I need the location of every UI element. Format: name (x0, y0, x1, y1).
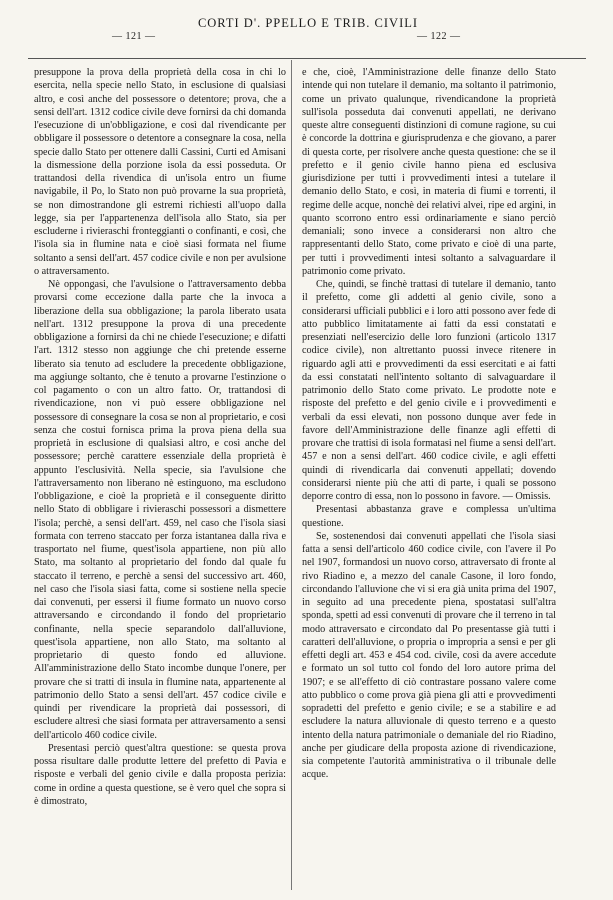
running-header (28, 10, 588, 50)
page-number-right: — 122 — (417, 31, 461, 42)
left-column (34, 66, 286, 808)
right-paragraph-4: Se, sostenendosi dai convenuti appellati che l'isola siasi fatta a sensi dell'articolo 460 codice civile, con l'avere il Po nel 1907, formandosi un nuovo corso, attraversato di fronte al rivo Riadino e, a mezzo del canale Casone, il loro fondo, circondando l'alluvione che vi si era già unita prima del 1907, in seguito ad una precedente piena, spostatasi sull'altra sponda, spetti ad essi convenuti di provare che il terreno in tal modo attraversato e circondato dal Po presentasse già tutti i caratteri dell'alluvione, o propria o impropria a sensi e per gli effetti degli art. 453 e 454 cod. civile, così da avere accedute e formato un sol tutto col fondo del loro autore prima del 1907; e se all'effetto di ciò contrastare possano valere come atto pubblico o come prova già piena gli atti e provvedimenti sopradetti del prefetto e genio civile; e se a stabilire e ad escludere la natura alluvionale di questo terreno e a questo intento della natura patrimoniale o demaniale del rio Riadino, anche per giudicare della proposta azione di rivendicazione, sia competente l'autorità amministrativa o il tribunale delle acque. (302, 530, 556, 781)
right-column (302, 66, 556, 782)
column-divider (291, 60, 292, 890)
left-paragraph-1: presuppone la prova della proprietà della cosa in chi lo esercita, nella specie nello Stato, in esclusione di qualsiasi altro, e così anche del possessore o detentore; prova, che a sensi dell'art. 1312 codice civile deve fornirsi da chi domanda l'esecuzione di un'obbligazione, e così dal rivendicante per obbligare il possessore o detentore a consegnare la cosa, nella specie dallo Stato per ottenere dalli Cassini, Curti ed Amisani la dismessione della porzione isola da essi posseduta. Or trattandosi della rivendica di un'isola entro un fiume navigabile, il Po, lo Stato non può provarne la sua proprietà, se non dimostrandone gli estremi richiesti all'uopo dalla legge, sia per l'appartenenza dell'isola allo Stato, sia per escluderne i rivieraschi fronteggianti o confinanti, e così, che l'isola sia in flumine nata e cioè siasi formata nel fiume soltanto a sensi dell'art. 457 codice civile e non per avulsione o attraversamento. (34, 67, 286, 277)
right-paragraph-2: Che, quindi, se finchè trattasi di tutelare il demanio, tanto il prefetto, come gli addetti al genio civile, sono a considerarsi ufficiali pubblici e i loro atti possono aver fede di atto pubblico limitatamente ai fatti da essi constatati e presenziati nell'esercizio delle loro funzioni (articolo 1317 codice civile), non altrettanto puossi invece ritenere in riguardo agli atti e provvedimenti da essi esercitati e ai fatti da essi constatati nell'intento soltanto di salvaguardare il patrimonio dello Stato come privato. Le prodotte note e risposte del prefetto e del genio civile e i provvedimenti e verbali da essi elevati, non possono dunque aver fede in favore dell'Amministrazione delle finanze agli effetti di provare che trattisi di isola formatasi nel fiume a sensi dell'art. 457 e non a sensi dell'art. 460 codice civile, e agli effetti quindi di rivendicarla dai convenuti appellati; dovendo considerarsi niente più che atti di parte, i quali se possono deporre contro di essa, non lo possono in favore. — Omissis. (302, 279, 556, 502)
page-number-left: — 121 — (112, 31, 156, 42)
left-paragraph-3: Presentasi perciò quest'altra questione: se questa prova possa risultare dalle produtte lettere del prefetto di Pavia e risposte e verbali del genio civile e dalla proposta perizia: come in ordine a questa questione, se è vero quel che sopra si è dimostrato, (34, 742, 286, 807)
left-paragraph-2: Nè oppongasi, che l'avulsione o l'attraversamento debba provarsi come eccezione dalla parte che la invoca a liberazione della sua obbligazione; la parola liberato usata nell'art. 1312 presuppone la prova di una precedente obbligazione a fornirsi da chi ne chiede l'esecuzione; e difatti l'art. 1312 stesso non aggiunge che chi pretende esserne liberato sia tenuto ad escludere la precedente obbligazione, ma aggiunge soltanto, che è tenuto a provarne l'estinzione o col pagamento o con un altro fatto. Or, trattandosi di rivendicazione, non vi può essere obbligazione nel possessore di consegnare la cosa se non al proprietario, e così senza che costui fornisca prima la prova piena della sua proprietà in esclusione di qualsiasi altro, e così anche del possessore; perchè carattere essenziale della proprietà è appunto l'esclusività. Nella specie, sia l'avulsione che l'attraversamento non liberano nè estinguono, ma escludono l'obbligazione, e cioè la proprietà e il conseguente diritto nello Stato di obbligare i rivieraschi possessori a dismettere l'isola; perchè, a sensi dell'art. 459, nel caso che l'isola siasi formata con terreno staccato per forza istantanea dalla riva e trasportato nel fiume, quest'isola appartiene, non più allo Stato, ma soltanto al proprietario del fondo dal quale fu staccato il terreno, e perchè a sensi del successivo art. 460, nel caso che l'isola siasi fatta, come si sostiene nella specie dai convenuti, per essersi il fiume formato un nuovo corso attraversando e circondando il fondo del proprietario confinante, nella specie separandolo dall'alluvione, quest'isola appartiene, non allo Stato, ma soltanto al proprietario di questo fondo ed alluvione. All'amministrazione dello Stato incombe dunque l'onere, per provare che si tratti di insula in flumine nata, appartenente al patrimonio dello Stato a sensi dell'art. 457 codice civile e quindi per rivendicare la proprietà dai possessori, di escludere altresì che siasi formata per attraversamento a sensi dell'articolo 460 codice civile. (34, 279, 286, 741)
header-rule (28, 58, 586, 59)
right-paragraph-1: e che, cioè, l'Amministrazione delle finanze dello Stato intende qui non tutelare il demanio, ma soltanto il patrimonio, come un privato qualunque, rivendicandone la proprietà sull'isola posseduta dai convenuti appellati, ne derivano queste altre conseguenti distinzioni di comune ragione, su cui è concorde la dottrina e giurisprudenza e che giovano, a parer di questa corte, per risolvere anche questa questione: che se il prefetto e il genio civile hanno piena ed esclusiva giurisdizione per tutti i provvedimenti intesi a tutelare il demanio dello Stato, e così, in materia di fiumi e torrenti, il regime delle acque, nonchè dei relativi alvei, ripe ed argini, in quanto scorrono entro essi ordinariamente e siano perciò demaniali; sono invece a considerarsi non altro che rappresentanti dello Stato, come privato e cioè di una parte, per tutti i provvedimenti intesi soltanto a salvaguardare il patrimonio come privato. (302, 67, 556, 277)
right-paragraph-3: Presentasi abbastanza grave e complessa un'ultima questione. (302, 504, 556, 529)
running-title: CORTI D'. PPELLO E TRIB. CIVILI (197, 16, 419, 30)
